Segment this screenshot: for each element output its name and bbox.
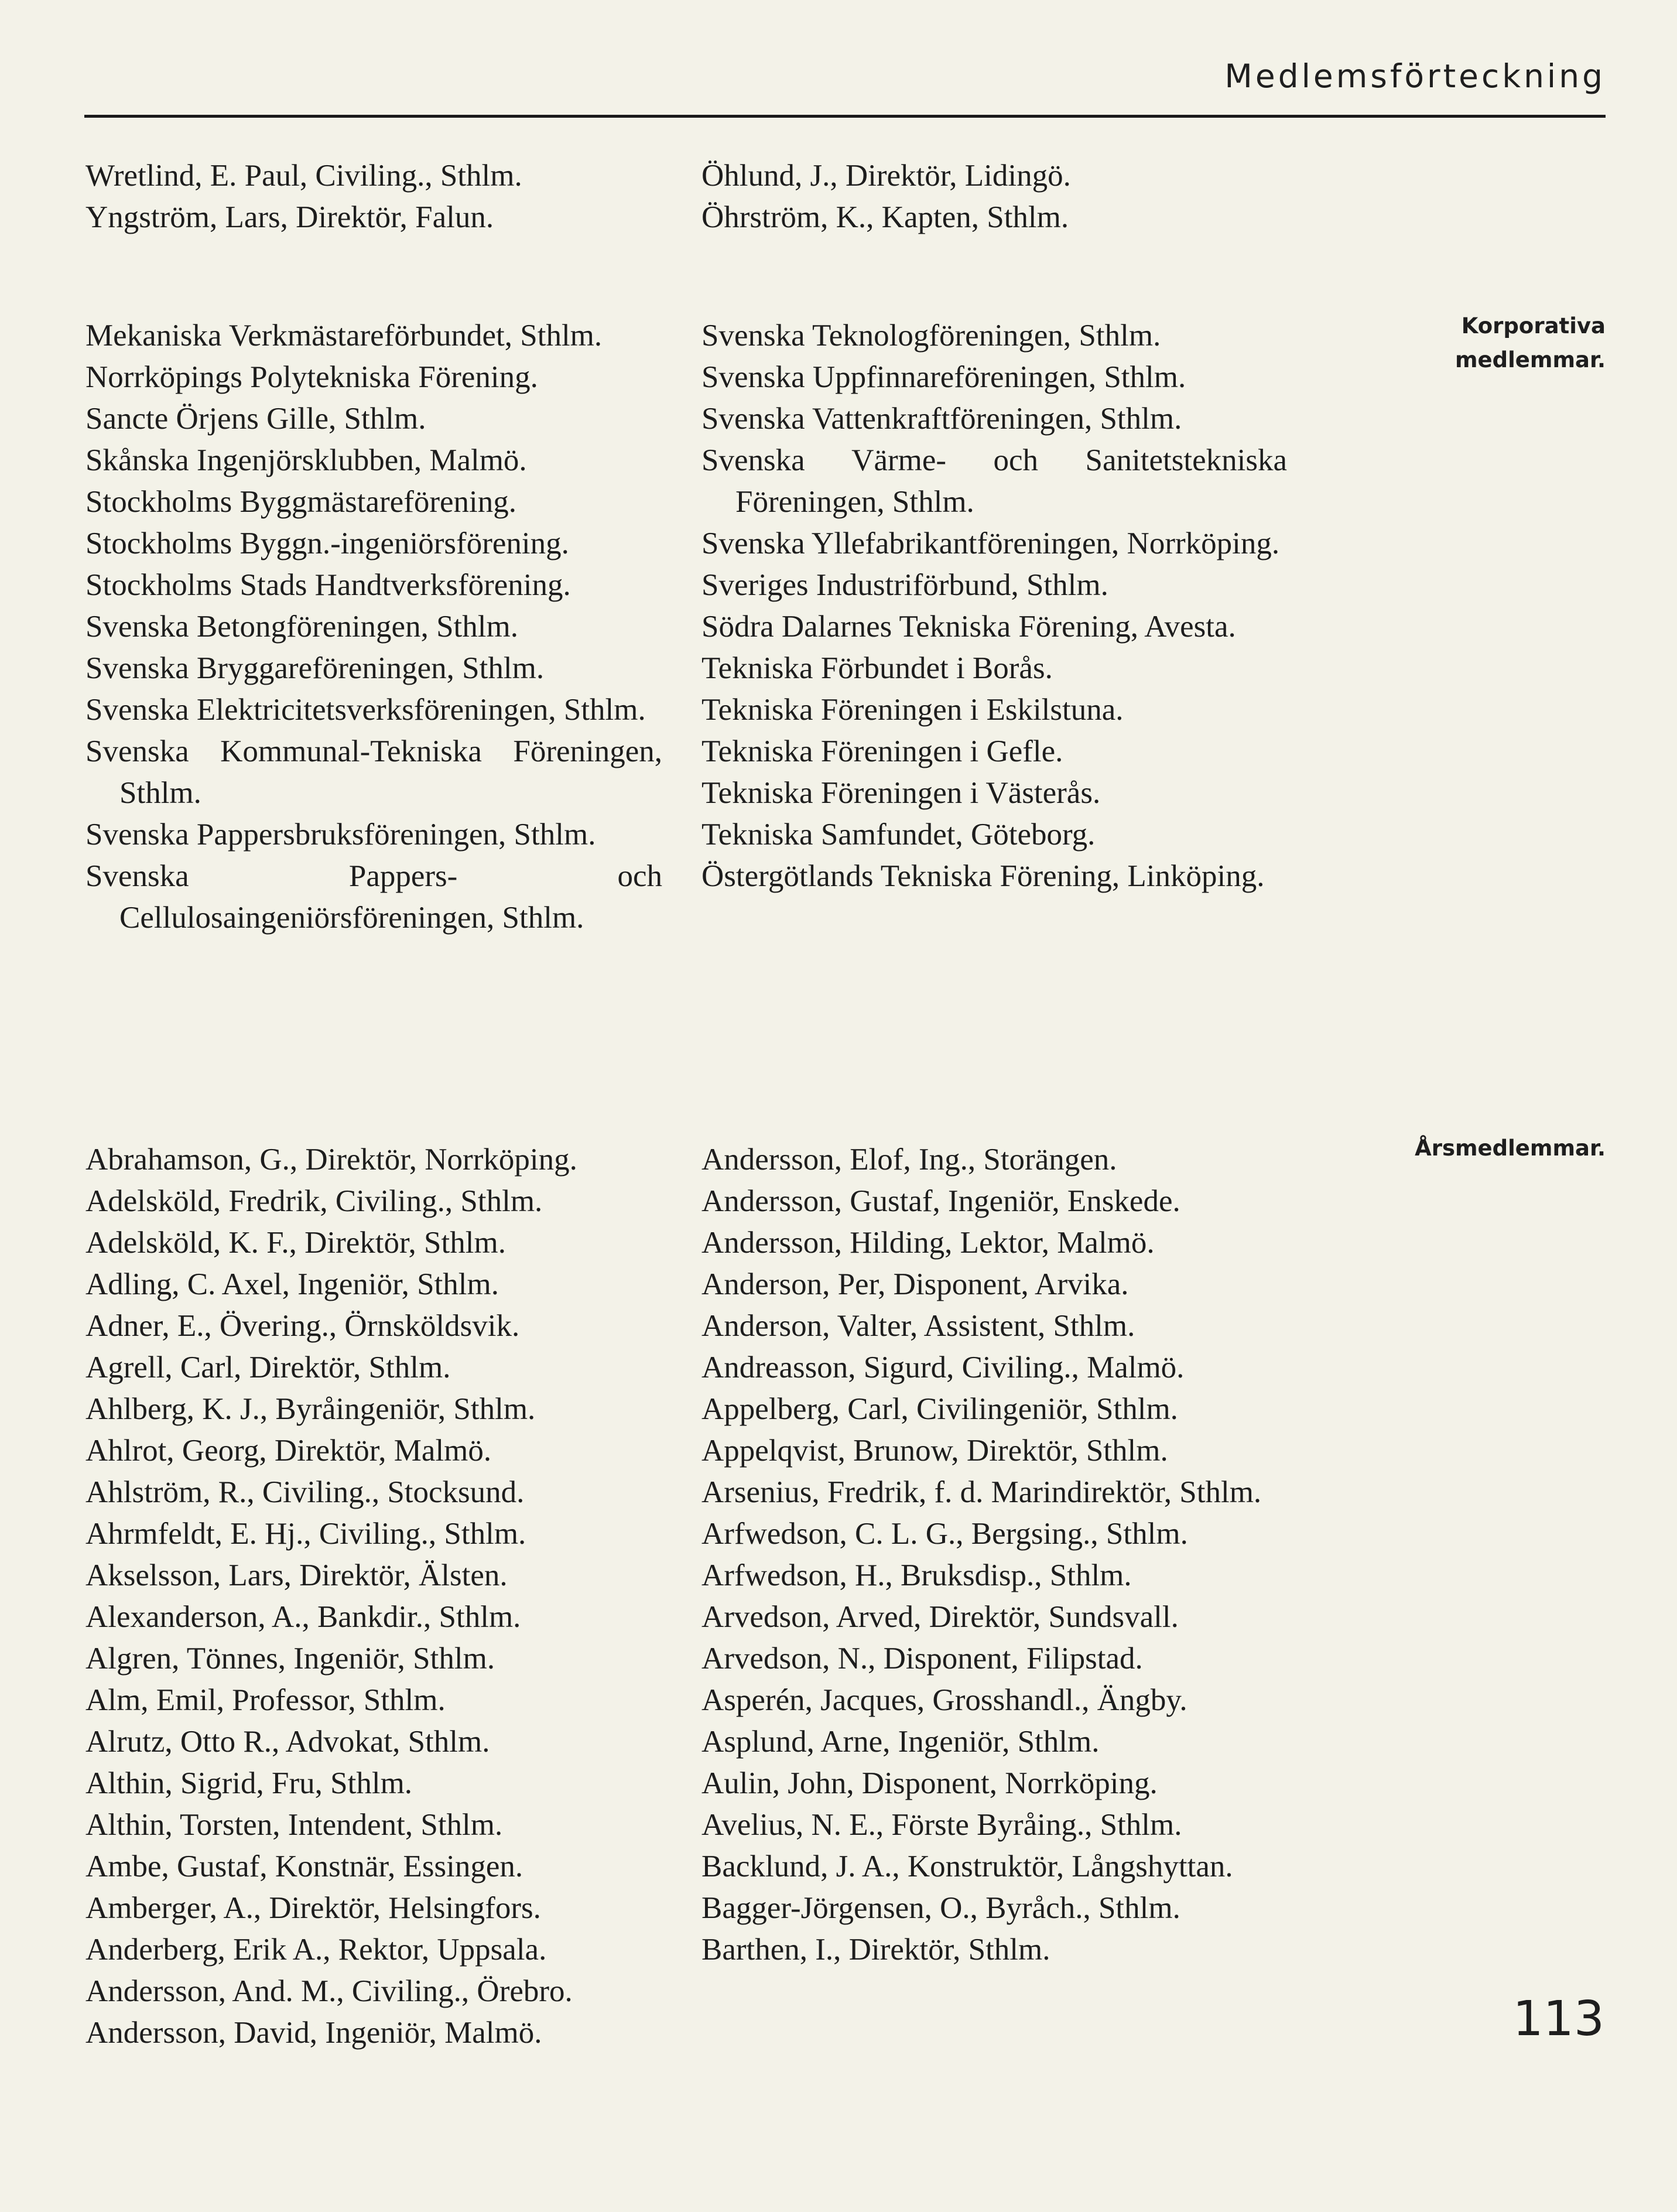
member-entry: Tekniska Samfundet, Göteborg.: [701, 818, 1096, 852]
member-entry: Svenska Bryggareföreningen, Sthlm.: [85, 651, 545, 685]
member-entry: Arfwedson, C. L. G., Bergsing., Sthlm.: [701, 1517, 1188, 1551]
member-entry: Yngström, Lars, Direktör, Falun.: [85, 200, 494, 234]
member-entry: Anderson, Valter, Assistent, Sthlm.: [701, 1309, 1135, 1343]
member-entry: Adelsköld, Fredrik, Civiling., Sthlm.: [85, 1184, 543, 1218]
member-entry: Ahlberg, K. J., Byråingeniör, Sthlm.: [85, 1392, 536, 1426]
member-entry: Svenska Yllefabrikantföreningen, Norrköping.: [701, 526, 1280, 560]
member-entry: Arvedson, Arved, Direktör, Sundsvall.: [701, 1600, 1179, 1634]
member-entry: Stockholms Byggn.-ingeniörsförening.: [85, 526, 569, 560]
corporate-members-label: Korporativa medlemmar.: [1454, 313, 1606, 372]
member-entry: Arfwedson, H., Bruksdisp., Sthlm.: [701, 1558, 1132, 1592]
annual-members-label: Årsmedlemmar.: [1415, 1136, 1606, 1161]
section3-left-column: [85, 1139, 662, 2054]
member-entry: Svenska Pappersbruksföreningen, Sthlm.: [85, 818, 596, 852]
member-entry: Norrköpings Polytekniska Förening.: [85, 360, 538, 394]
member-entry: Wretlind, E. Paul, Civiling., Sthlm.: [85, 159, 522, 193]
member-entry: Svenska Uppfinnareföreningen, Sthlm.: [701, 360, 1186, 394]
member-entry: Tekniska Föreningen i Västerås.: [701, 776, 1101, 810]
member-entry: Adling, C. Axel, Ingeniör, Sthlm.: [85, 1267, 499, 1301]
member-entry: Asplund, Arne, Ingeniör, Sthlm.: [701, 1725, 1100, 1759]
member-entry: Althin, Sigrid, Fru, Sthlm.: [85, 1766, 413, 1800]
section2-left-column: [85, 315, 662, 939]
member-entry: Andersson, Elof, Ing., Storängen.: [701, 1143, 1117, 1177]
page-number: 113: [1512, 1991, 1604, 2047]
member-entry: Tekniska Föreningen i Eskilstuna.: [701, 693, 1124, 727]
member-entry: Östergötlands Tekniska Förening, Linköping.: [701, 859, 1265, 893]
member-entry: Algren, Tönnes, Ingeniör, Sthlm.: [85, 1642, 495, 1676]
member-entry: Abrahamson, G., Direktör, Norrköping.: [85, 1143, 577, 1177]
member-entry: Alm, Emil, Professor, Sthlm.: [85, 1683, 446, 1717]
member-entry: Andersson, Gustaf, Ingeniör, Enskede.: [701, 1184, 1180, 1218]
member-entry: Althin, Torsten, Intendent, Sthlm.: [85, 1808, 503, 1842]
member-entry: Aulin, John, Disponent, Norrköping.: [701, 1766, 1158, 1800]
member-entry: Sancte Örjens Gille, Sthlm.: [85, 402, 426, 436]
member-entry: Arvedson, N., Disponent, Filipstad.: [701, 1642, 1143, 1676]
member-entry: Svenska Elektricitetsverksföreningen, Sthlm.: [85, 693, 646, 727]
member-entry: Andersson, Hilding, Lektor, Malmö.: [701, 1226, 1155, 1260]
member-entry: Ambe, Gustaf, Konstnär, Essingen.: [85, 1849, 523, 1883]
member-entry: Stockholms Stads Handtverksförening.: [85, 568, 571, 602]
member-entry: Svenska Värme- och Sanitetstekniska Föreningen, Sthlm.: [701, 443, 1287, 519]
member-entry: Öhrström, K., Kapten, Sthlm.: [701, 200, 1069, 234]
member-entry: Andersson, David, Ingeniör, Malmö.: [85, 2016, 542, 2050]
member-entry: Södra Dalarnes Tekniska Förening, Avesta.: [701, 610, 1236, 644]
member-entry: Svenska Kommunal-Tekniska Föreningen, Sthlm.: [85, 734, 662, 810]
member-entry: Stockholms Byggmästareförening.: [85, 485, 516, 519]
member-entry: Asperén, Jacques, Grosshandl., Ängby.: [701, 1683, 1187, 1717]
member-entry: Andreasson, Sigurd, Civiling., Malmö.: [701, 1351, 1185, 1384]
member-entry: Öhlund, J., Direktör, Lidingö.: [701, 159, 1071, 193]
member-entry: Anderson, Per, Disponent, Arvika.: [701, 1267, 1129, 1301]
member-entry: Sveriges Industriförbund, Sthlm.: [701, 568, 1108, 602]
member-entry: Anderberg, Erik A., Rektor, Uppsala.: [85, 1933, 547, 1967]
member-entry: Amberger, A., Direktör, Helsingfors.: [85, 1891, 541, 1925]
member-entry: Alrutz, Otto R., Advokat, Sthlm.: [85, 1725, 490, 1759]
running-header-title: Medlemsförteckning: [1224, 57, 1606, 95]
member-entry: Ahrmfeldt, E. Hj., Civiling., Sthlm.: [85, 1517, 526, 1551]
section1-left-column: [85, 155, 662, 238]
member-entry: Ahlström, R., Civiling., Stocksund.: [85, 1475, 525, 1509]
member-entry: Alexanderson, A., Bankdir., Sthlm.: [85, 1600, 521, 1634]
member-entry: Tekniska Förbundet i Borås.: [701, 651, 1053, 685]
member-entry: Tekniska Föreningen i Gefle.: [701, 734, 1063, 768]
member-entry: Bagger-Jörgensen, O., Byråch., Sthlm.: [701, 1891, 1180, 1925]
member-entry: Avelius, N. E., Förste Byråing., Sthlm.: [701, 1808, 1182, 1842]
member-entry: Svenska Pappers- och Cellulosaingeniörsföreningen, Sthlm.: [85, 859, 662, 935]
member-entry: Mekaniska Verkmästareförbundet, Sthlm.: [85, 319, 603, 353]
member-entry: Akselsson, Lars, Direktör, Älsten.: [85, 1558, 508, 1592]
member-entry: Adelsköld, K. F., Direktör, Sthlm.: [85, 1226, 506, 1260]
member-entry: Svenska Teknologföreningen, Sthlm.: [701, 319, 1161, 353]
member-entry: Appelqvist, Brunow, Direktör, Sthlm.: [701, 1434, 1168, 1468]
member-entry: Agrell, Carl, Direktör, Sthlm.: [85, 1351, 451, 1384]
member-entry: Andersson, And. M., Civiling., Örebro.: [85, 1974, 573, 2008]
member-entry: Skånska Ingenjörsklubben, Malmö.: [85, 443, 527, 477]
section1-right-column: [701, 155, 1287, 238]
member-entry: Svenska Betongföreningen, Sthlm.: [85, 610, 518, 644]
section2-right-column: [701, 315, 1287, 897]
member-entry: Barthen, I., Direktör, Sthlm.: [701, 1933, 1050, 1967]
member-entry: Svenska Vattenkraftföreningen, Sthlm.: [701, 402, 1182, 436]
member-entry: Arsenius, Fredrik, f. d. Marindirektör, Sthlm.: [701, 1475, 1262, 1509]
member-entry: Adner, E., Övering., Örnsköldsvik.: [85, 1309, 520, 1343]
section3-right-column: [701, 1139, 1287, 1971]
member-entry: Appelberg, Carl, Civilingeniör, Sthlm.: [701, 1392, 1178, 1426]
header-rule: [84, 115, 1606, 118]
member-entry: Ahlrot, Georg, Direktör, Malmö.: [85, 1434, 492, 1468]
member-entry: Backlund, J. A., Konstruktör, Långshyttan.: [701, 1849, 1233, 1883]
